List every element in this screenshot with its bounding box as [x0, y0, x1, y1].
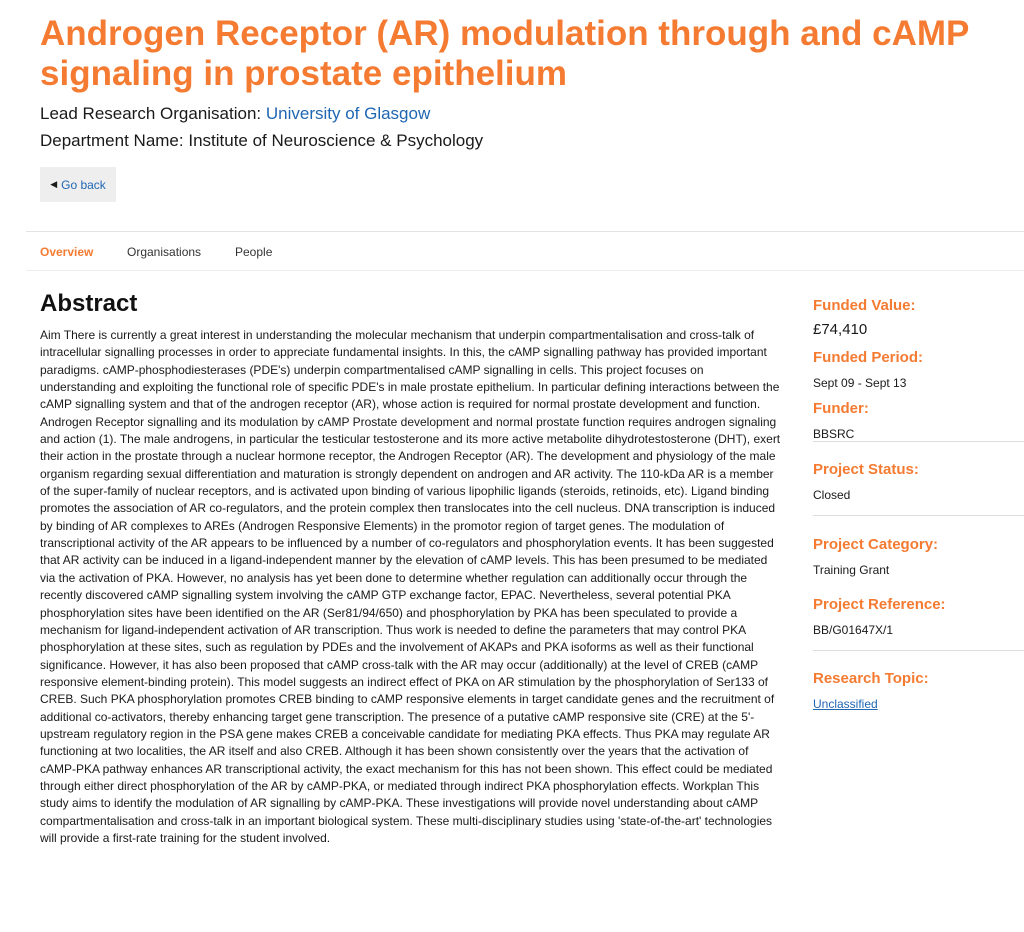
sidebar-divider: [813, 650, 1024, 651]
research-topic-section: [813, 670, 1024, 711]
funded-value-section: [813, 297, 1024, 339]
research-topic-link[interactable]: Unclassified: [813, 697, 878, 711]
abstract-text: Aim There is currently a great interest in understanding the molecular mechanism that underpin compartmentalisation and cross-talk of intracellular signalling processes in order to appreciate fundamental insights. In this, the cAMP signalling pathway has provided important paradigms. cAMP-phosphodiesterases (PDE's) underpin compartmentalised cAMP signalling in cells. This project focuses on understanding and exploiting the functional role of specific PDE's in male prostate epithelium. In particular defining interactions between the cAMP signalling system and that of the androgen receptor (AR), whose action is required for normal prostate development and function. Androgen Receptor signalling and its modulation by cAMP Prostate development and normal prostate function requires androgen signaling and action (1). The male androgens, in particular the testicular testosterone and its more active metabolite dihydrotestosterone (DHT), exert their action in the prostate through a nuclear hormone receptor, the Androgen Receptor (AR). The development and physiology of the male organism regarding sexual differentiation and maturation is strongly dependent on androgen and AR activity. The 110-kDa AR is a member of the super-family of nuclear receptors, and is activated upon binding of various lipophilic ligands (steroids, retinoids, etc). Ligand binding promotes the association of AR co-regulators, and the protein complex then translocates into the cell nucleus. DNA transcription is induced by binding of AR complexes to AREs (Androgen Responsive Elements) in the promotor region of target genes. The modulation of transcriptional activity of the AR appears to be influenced by a number of co-regulators and phosphorylation events. It has been suggested that AR activity can be induced in a ligand-independent manner by the elevation of cAMP levels. This has been presumed to be mediated via the activation of PKA. However, no analysis has yet been done to determine whether regulation can additionally occur through the recently discovered cAMP signalling system involving the cAMP GTP exchange factor, EPAC. Nevertheless, several potential PKA phosphorylation sites have been identified on the AR (Ser81/94/650) and phosphorylation by PKA has been speculated to provide a mechanism for ligand-independent activation of AR transcription. Thus work is needed to define the parameters that may control PKA phosphorylation at these sites, such as regulation by PDEs and the involvement of AKAPs and PKA isoforms as well as their functional significance. However, it has also been proposed that cAMP cross-talk with the AR may occur (additionally) at the level of CREB (cAMP responsive element-binding protein). This model suggests an indirect effect of PKA on AR stimulation by the phosphorylation of Ser133 of CREB. Such PKA phosphorylation promotes CREB binding to cAMP responsive elements in target candidate genes and the recruitment of additional co-activators, thereby enhancing target gene transcription. The presence of a putative cAMP responsive site (CRE) at the 5'-upstream regulatory region in the PSA gene makes CREB a conceivable candidate for mediating PKA effects. Thus PKA may regulate AR functioning at two localities, the AR itself and also CREB. Although it has been shown consistently over the years that the activation of cAMP-PKA pathway enhances AR transcriptional activity, the exact mechanism for this has not been shown. This effect could be mediated through either direct phosphorylation of the AR by cAMP-PKA, or mediated through indirect PKA phosphorylation effects. Workplan This study aims to identify the modulation of AR signalling by cAMP-PKA. These investigations will provide novel understanding about cAMP compartmentalisation and cross-talk in an important biological system. These multi-disciplinary studies using 'state-of-the-art' technologies will provide a first-rate training for the student involved.: [40, 328, 781, 845]
project-status-section: [813, 461, 1024, 502]
project-status-label: Project Status:: [813, 461, 919, 478]
go-back-button[interactable]: [40, 167, 116, 202]
abstract-heading: Abstract: [40, 290, 138, 317]
project-category-label: Project Category:: [813, 536, 939, 553]
project-category: Training Grant: [813, 563, 890, 577]
sidebar-divider: [813, 441, 1024, 442]
funder: BBSRC: [813, 427, 855, 441]
project-reference: BB/G01647X/1: [813, 623, 894, 637]
funded-period-label: Funded Period:: [813, 349, 923, 366]
tab-overview[interactable]: Overview: [40, 245, 94, 259]
department-value: Institute of Neuroscience & Psychology: [188, 131, 484, 150]
lead-organisation-label: Lead Research Organisation:: [40, 104, 266, 123]
go-back-label: Go back: [61, 177, 106, 192]
department: [40, 131, 483, 151]
funded-value-label: Funded Value:: [813, 297, 916, 314]
tabs-divider-top: [26, 231, 1024, 232]
project-status: Closed: [813, 488, 851, 502]
chevron-left-icon: ◀: [50, 179, 58, 189]
funder-section: [813, 400, 1024, 441]
project-category-section: [813, 536, 1024, 577]
department-label: Department Name:: [40, 131, 189, 150]
funded-period: Sept 09 - Sept 13: [813, 376, 907, 390]
funded-period-section: [813, 349, 1024, 390]
funded-value: £74,410: [813, 321, 868, 338]
lead-organisation: [40, 104, 430, 124]
page-title: Androgen Receptor (AR) modulation through and cAMP signaling in prostate epithelium: [40, 14, 969, 93]
project-reference-section: [813, 596, 1024, 637]
lead-organisation-link[interactable]: University of Glasgow: [265, 104, 431, 123]
funder-label: Funder:: [813, 400, 869, 417]
sidebar-divider: [813, 515, 1024, 516]
tabs-divider-bottom: [26, 270, 1024, 271]
project-reference-label: Project Reference:: [813, 596, 946, 613]
tab-people[interactable]: People: [235, 245, 273, 259]
research-topic-label: Research Topic:: [813, 670, 929, 687]
research-topic: [813, 697, 1024, 711]
tab-organisations[interactable]: Organisations: [127, 245, 202, 259]
